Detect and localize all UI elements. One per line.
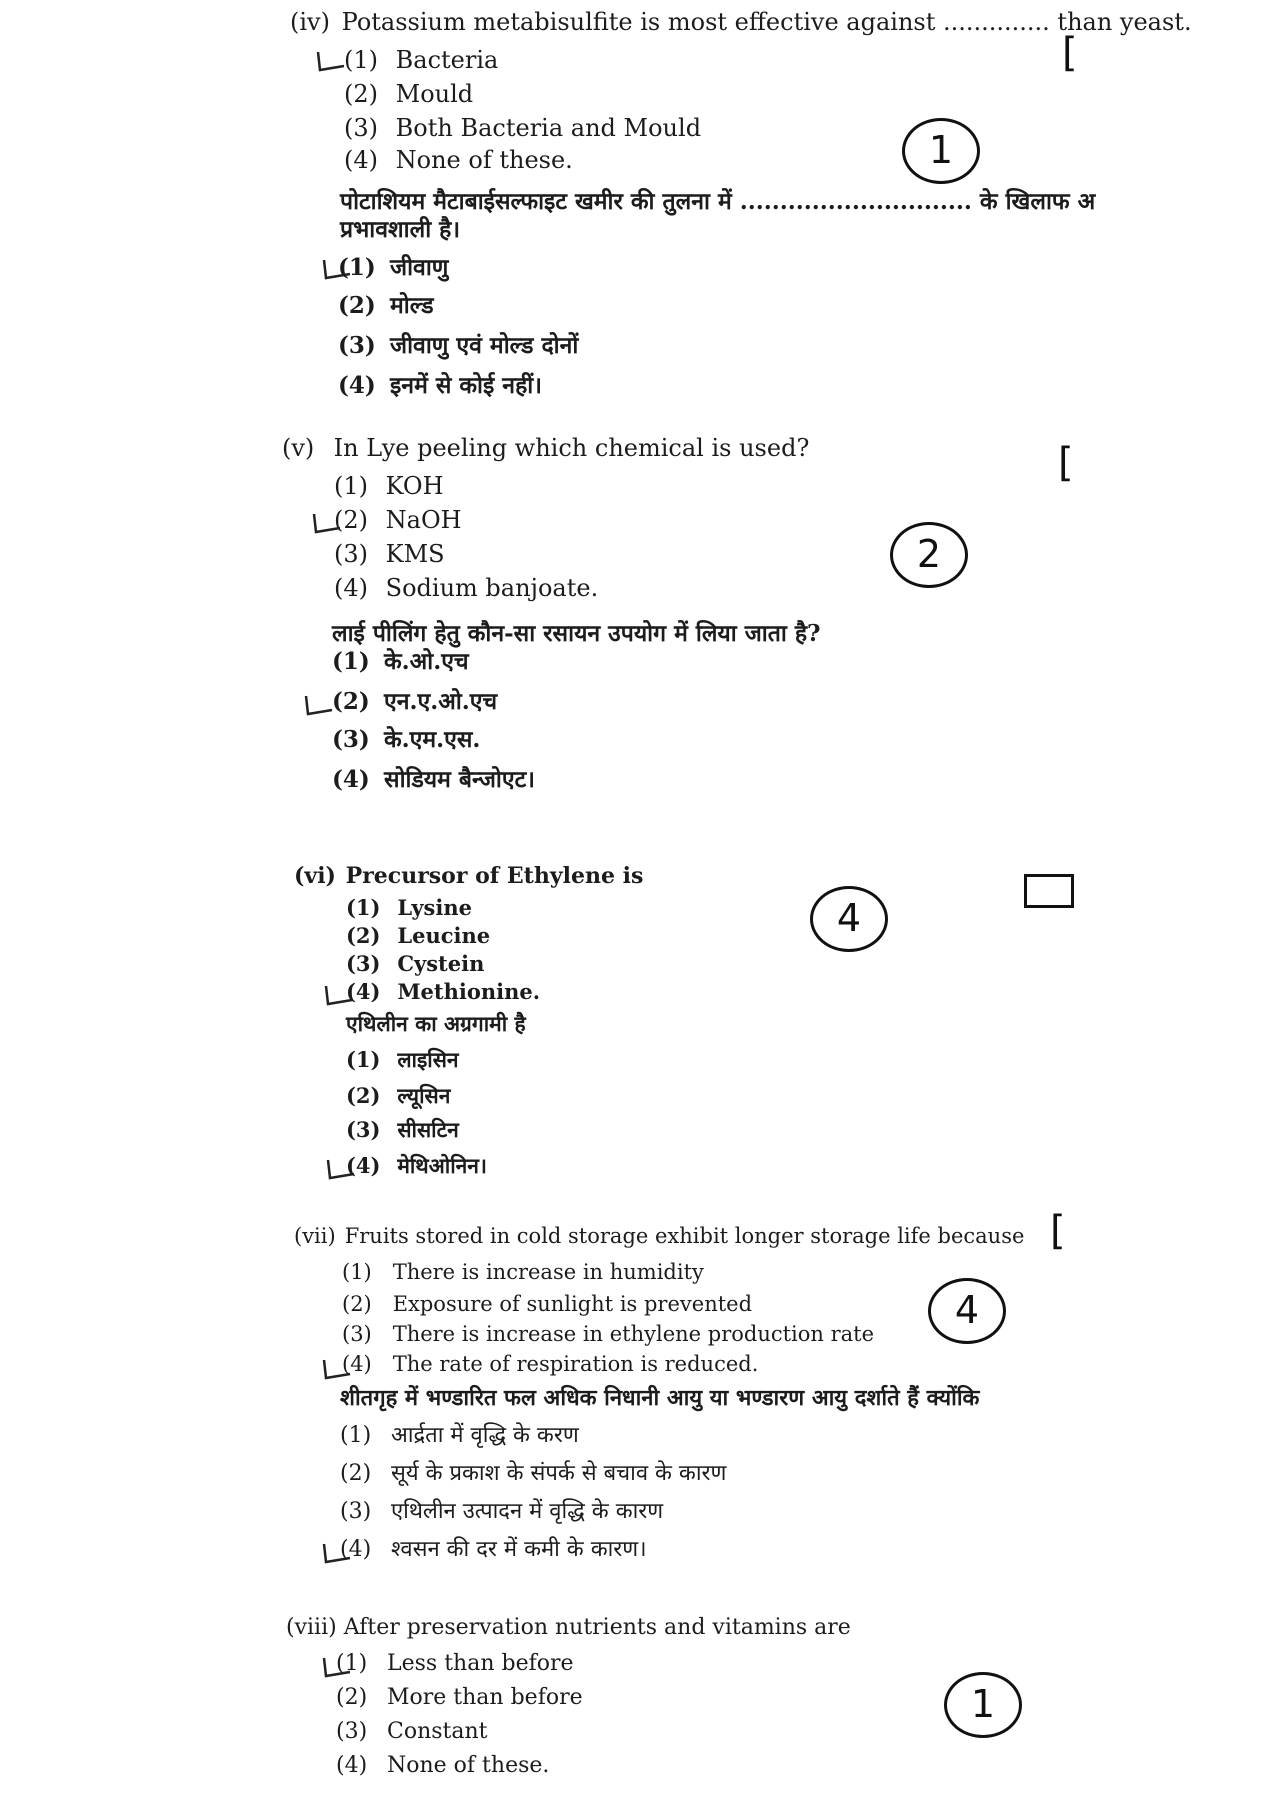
option-2: (2) मोल्ड (338, 292, 434, 319)
option-1: (1) Bacteria (344, 46, 499, 74)
question-text: Fruits stored in cold storage exhibit longer storage life because (344, 1224, 1025, 1248)
question-iv-hindi-text-cont: प्रभावशाली है। (340, 216, 461, 243)
option-1: (1) आर्द्रता में वृद्धि के करण (340, 1423, 579, 1448)
option-3: (3) जीवाणु एवं मोल्ड दोनों (338, 332, 579, 359)
option-1: (1) Lysine (346, 895, 472, 920)
question-iv-text (290, 8, 1192, 36)
option-2: (2) Mould (344, 80, 474, 108)
option-4: (4) Methionine. (346, 979, 541, 1004)
question-v-hindi-text: लाई पीलिंग हेतु कौन-सा रसायन उपयोग में लिया जाता है? (332, 620, 821, 647)
option-3: (3) Both Bacteria and Mould (344, 114, 702, 142)
option-4: (4) इनमें से कोई नहीं। (338, 372, 542, 399)
question-vii-text (294, 1222, 1024, 1250)
option-2: (2) सूर्य के प्रकाश के संपर्क से बचाव के कारण (340, 1461, 727, 1486)
question-text: After preservation nutrients and vitamins are (343, 1615, 851, 1640)
option-2: (2) एन.ए.ओ.एच (332, 688, 498, 715)
option-3: (3) सीसटिन (346, 1117, 459, 1142)
tick-mark-icon (304, 694, 334, 716)
option-2: (2) NaOH (334, 506, 462, 534)
question-text: In Lye peeling which chemical is used? (333, 434, 810, 462)
question-iv-hindi-text: पोटाशियम मैटाबाईसल्फाइट खमीर की तुलना में ............................. के खिलाफ अ (340, 188, 1096, 215)
score-bracket: [ (1050, 1208, 1066, 1254)
question-label: (vii) (294, 1224, 336, 1248)
question-label: (vi) (294, 863, 336, 889)
question-text: Precursor of Ethylene is (345, 863, 644, 889)
question-vi-text (294, 862, 643, 890)
option-2: (2) More than before (336, 1685, 583, 1710)
answer-circle: 2 (890, 522, 968, 588)
option-1: (1) Less than before (336, 1651, 574, 1676)
score-box (1024, 874, 1074, 908)
option-3: (3) एथिलीन उत्पादन में वृद्धि के कारण (340, 1499, 664, 1524)
tick-mark-icon (316, 50, 346, 72)
question-label: (iv) (290, 8, 330, 36)
option-4: (4) मेथिओनिन। (346, 1153, 487, 1178)
question-label: (viii) (286, 1615, 337, 1640)
question-viii-text (286, 1614, 851, 1642)
option-4: (4) सोडियम बैन्जोएट। (332, 766, 535, 793)
question-vi-hindi-text: एथिलीन का अग्रगामी है (346, 1011, 526, 1036)
option-1: (1) के.ओ.एच (332, 648, 469, 675)
option-2: (2) Exposure of sunlight is prevented (342, 1292, 753, 1316)
question-text: Potassium metabisulfite is most effective against .............. than yeast. (341, 8, 1192, 36)
option-4: (4) Sodium banjoate. (334, 574, 599, 602)
option-1: (1) KOH (334, 472, 444, 500)
answer-circle: 1 (944, 1672, 1022, 1738)
score-bracket: [ (1062, 30, 1078, 76)
option-1: (1) जीवाणु (338, 254, 449, 281)
option-4: (4) The rate of respiration is reduced. (342, 1352, 759, 1376)
option-3: (3) There is increase in ethylene production rate (342, 1322, 875, 1346)
answer-circle: 4 (810, 886, 888, 952)
question-vii-hindi-text: शीतगृह में भण्डारित फल अधिक निधानी आयु या भण्डारण आयु दर्शाते हैं क्योंकि (340, 1385, 980, 1411)
option-3: (3) KMS (334, 540, 445, 568)
question-label: (v) (282, 434, 315, 462)
option-2: (2) ल्यूसिन (346, 1083, 451, 1108)
option-3: (3) के.एम.एस. (332, 726, 481, 753)
option-3: (3) Constant (336, 1719, 488, 1744)
option-4: (4) None of these. (344, 146, 573, 174)
option-4: (4) श्वसन की दर में कमी के कारण। (340, 1537, 647, 1562)
option-1: (1) लाइसिन (346, 1047, 459, 1072)
question-v-text (282, 434, 809, 462)
score-bracket: [ (1058, 440, 1074, 486)
answer-circle: 1 (902, 118, 980, 184)
option-2: (2) Leucine (346, 923, 491, 948)
option-3: (3) Cystein (346, 951, 485, 976)
option-1: (1) There is increase in humidity (342, 1260, 704, 1284)
answer-circle: 4 (928, 1278, 1006, 1344)
option-4: (4) None of these. (336, 1753, 550, 1778)
